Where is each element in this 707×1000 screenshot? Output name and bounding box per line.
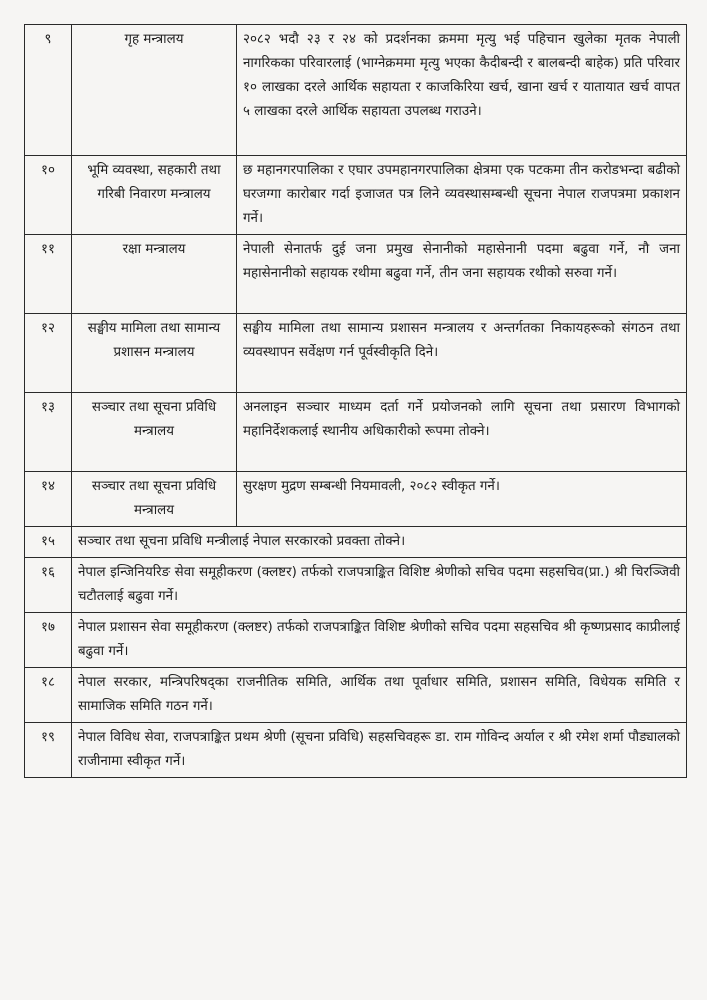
row-number: १० (25, 156, 72, 235)
ministry-name: गृह मन्त्रालय (72, 25, 237, 156)
table-row (25, 613, 687, 668)
decision-text: नेपाल इन्जिनियरिङ सेवा समूहीकरण (क्लष्टर) तर्फको राजपत्राङ्कित विशिष्ट श्रेणीको सचिव पदमा सहसचिव(प्रा.) श्री चिरञ्जिवी चटौतलाई बढुवा गर्ने। (72, 558, 687, 613)
row-number: १३ (25, 393, 72, 472)
row-number: १८ (25, 668, 72, 723)
ministry-name: रक्षा मन्त्रालय (72, 235, 237, 314)
ministry-name: भूमि व्यवस्था, सहकारी तथा गरिबी निवारण मन्त्रालय (72, 156, 237, 235)
row-number: १७ (25, 613, 72, 668)
row-number: १४ (25, 472, 72, 527)
table-row (25, 668, 687, 723)
decision-text: अनलाइन सञ्चार माध्यम दर्ता गर्ने प्रयोजनको लागि सूचना तथा प्रसारण विभागको महानिर्देशकलाई स्थानीय अधिकारीको रूपमा तोक्ने। (237, 393, 687, 472)
table-row (25, 314, 687, 393)
cabinet-decisions-table (24, 24, 687, 778)
table-row (25, 235, 687, 314)
row-number: १२ (25, 314, 72, 393)
table-row (25, 558, 687, 613)
row-number: ९ (25, 25, 72, 156)
decision-text: सञ्चार तथा सूचना प्रविधि मन्त्रीलाई नेपाल सरकारको प्रवक्ता तोक्ने। (72, 527, 687, 558)
row-number: १९ (25, 723, 72, 778)
decision-text: नेपाल प्रशासन सेवा समूहीकरण (क्लष्टर) तर्फको राजपत्राङ्कित विशिष्ट श्रेणीको सचिव पदमा सहसचिव श्री कृष्णप्रसाद काप्रीलाई बढुवा गर्ने। (72, 613, 687, 668)
ministry-name: सञ्चार तथा सूचना प्रविधि मन्त्रालय (72, 472, 237, 527)
table-row (25, 723, 687, 778)
ministry-name: सङ्घीय मामिला तथा सामान्य प्रशासन मन्त्रालय (72, 314, 237, 393)
decision-text: २०८२ भदौ २३ र २४ को प्रदर्शनका क्रममा मृत्यु भई पहिचान खुलेका मृतक नेपाली नागरिकका परिवारलाई (भाग्नेक्रममा मृत्यु भएका कैदीबन्दी र बालबन्दी बाहेक) प्रति परिवार १० लाखका दरले आर्थिक सहायता र काजकिरिया खर्च, खाना खर्च र यातायात खर्च वापत ५ लाखका दरले आर्थिक सहायता उपलब्ध गराउने। (237, 25, 687, 156)
table-row (25, 393, 687, 472)
decision-text: नेपाली सेनातर्फ दुई जना प्रमुख सेनानीको महासेनानी पदमा बढुवा गर्ने, नौ जना महासेनानीको सहायक रथीमा बढुवा गर्ने, तीन जना सहायक रथीको सरुवा गर्ने। (237, 235, 687, 314)
row-number: १५ (25, 527, 72, 558)
decision-text: नेपाल विविध सेवा, राजपत्राङ्कित प्रथम श्रेणी (सूचना प्रविधि) सहसचिवहरू डा. राम गोविन्द अर्याल र श्री रमेश शर्मा पौड्यालको राजीनामा स्वीकृत गर्ने। (72, 723, 687, 778)
table-row (25, 527, 687, 558)
decision-text: सुरक्षण मुद्रण सम्बन्धी नियमावली, २०८२ स्वीकृत गर्ने। (237, 472, 687, 527)
ministry-name: सञ्चार तथा सूचना प्रविधि मन्त्रालय (72, 393, 237, 472)
table-row (25, 472, 687, 527)
decision-text: छ महानगरपालिका र एघार उपमहानगरपालिका क्षेत्रमा एक पटकमा तीन करोडभन्दा बढीको घरजग्गा कारोबार गर्दा इजाजत पत्र लिने व्यवस्थासम्बन्धी सूचना नेपाल राजपत्रमा प्रकाशन गर्ने। (237, 156, 687, 235)
row-number: ११ (25, 235, 72, 314)
document-page (24, 0, 689, 1000)
decision-text: सङ्घीय मामिला तथा सामान्य प्रशासन मन्त्रालय र अन्तर्गतका निकायहरूको संगठन तथा व्यवस्थापन सर्वेक्षण गर्न पूर्वस्वीकृति दिने। (237, 314, 687, 393)
table-row (25, 156, 687, 235)
decision-text: नेपाल सरकार, मन्त्रिपरिषद्का राजनीतिक समिति, आर्थिक तथा पूर्वाधार समिति, प्रशासन समिति, विधेयक समिति र सामाजिक समिति गठन गर्ने। (72, 668, 687, 723)
row-number: १६ (25, 558, 72, 613)
table-row (25, 25, 687, 156)
